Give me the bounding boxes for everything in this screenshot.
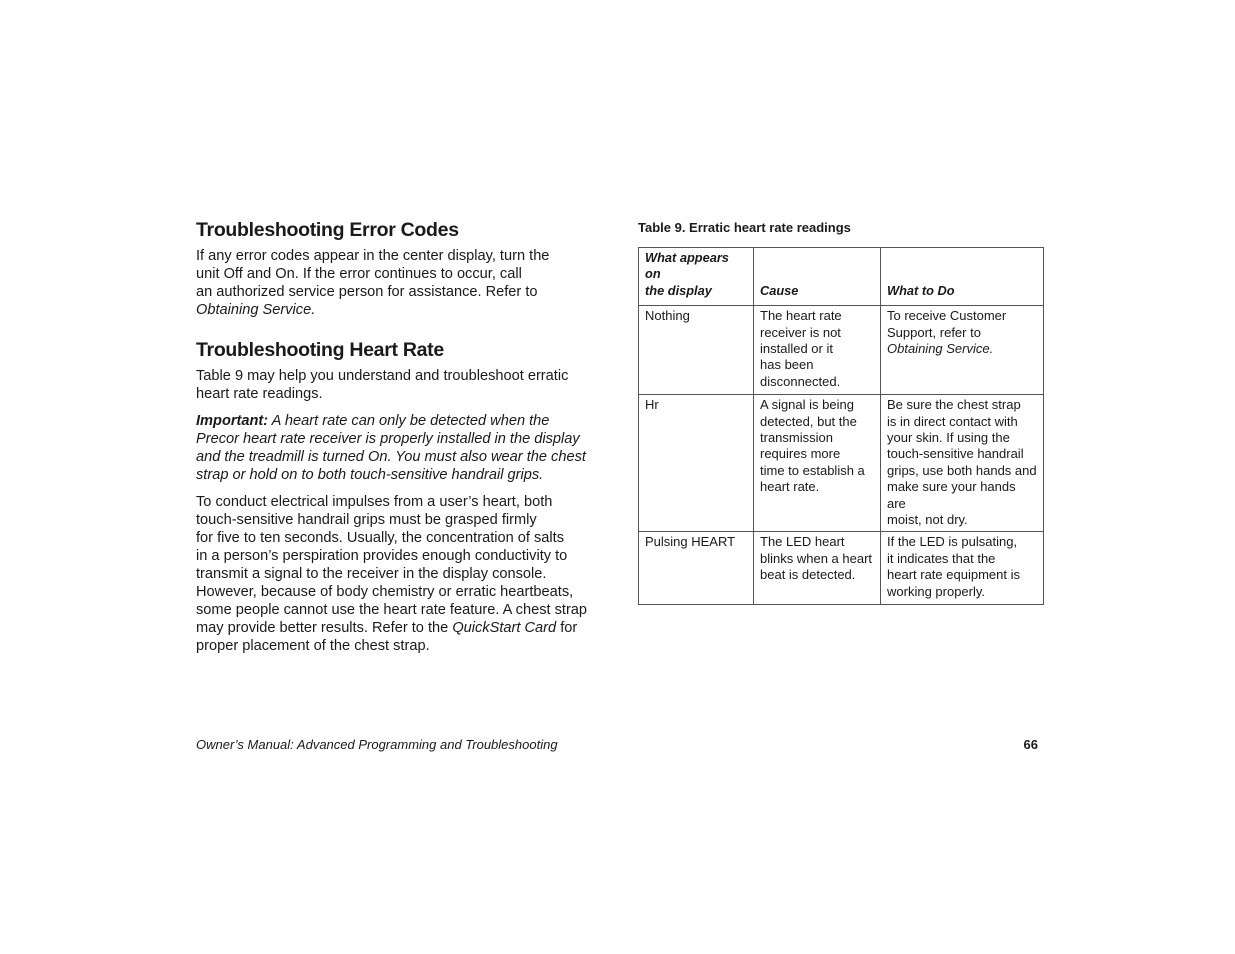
cell-display: Hr [639,395,754,532]
error-codes-paragraph [196,247,596,319]
footer-document-title: Owner’s Manual: Advanced Programming and Troubleshooting [196,737,558,752]
text-line: some people cannot use the heart rate feature. A chest strap [196,602,588,618]
text-line: To conduct electrical impulses from a user’s heart, both [196,494,553,510]
text-line: touch-sensitive handrail grips must be grasped firmly [196,512,537,528]
cell-what-to-do [881,306,1044,395]
cell-line: installed or it [760,341,833,357]
header-what-to-do: What to Do [881,248,1044,306]
cell-line: Support, refer to [887,324,981,340]
heart-rate-intro-paragraph [196,367,596,403]
cell-line: detected, but the [760,413,857,429]
cell-cause [754,532,881,605]
cell-line: time to establish a [760,462,865,478]
text-line: and the treadmill is turned On. You must also wear the chest [196,449,586,465]
text-fragment: . [311,302,316,318]
cell-cause [754,306,881,395]
obtaining-service-reference: Obtaining Service. [887,341,994,357]
cell-what-to-do [881,395,1044,532]
cell-line: The LED heart [760,534,845,550]
cell-line: beat is detected. [760,567,856,583]
text-fragment: may provide better results. Refer to the [196,620,453,636]
cell-line: heart rate. [760,479,820,495]
text-line: A heart rate can only be detected when the [268,413,550,429]
text-line: heart rate readings. [196,386,323,402]
important-note [196,412,596,484]
text-line: Precor heart rate receiver is properly installed in the display [196,431,580,447]
text-line: for five to ten seconds. Usually, the concentration of salts [196,530,565,546]
text-line: in a person’s perspiration provides enough conductivity to [196,548,568,564]
section-title-heart-rate: Troubleshooting Heart Rate [196,339,444,361]
text-line: proper placement of the chest strap. [196,638,430,654]
cell-line: moist, not dry. [887,512,968,528]
table-row [639,532,1044,605]
cell-line: working properly. [887,583,986,599]
cell-line: The heart rate [760,308,842,324]
heart-rate-body-paragraph [196,493,596,655]
text-line: an authorized service person for assistance. Refer to [196,284,538,300]
cell-line: touch-sensitive handrail [887,446,1024,462]
text-line: strap or hold on to both touch-sensitive handrail grips. [196,467,544,483]
cell-line: blinks when a heart [760,550,873,566]
cell-line: is in direct contact with [887,413,1018,429]
cell-line: transmission [760,430,833,446]
page-number: 66 [1023,737,1038,752]
left-column [196,218,596,655]
cell-line: requires more [760,446,841,462]
right-column [638,220,1043,605]
cell-what-to-do [881,532,1044,605]
cell-line: Be sure the chest strap [887,397,1021,413]
text-line: If any error codes appear in the center display, turn the [196,248,550,264]
cell-line: disconnected. [760,373,841,389]
cell-line: your skin. If using the [887,430,1010,446]
text-line: unit Off and On. If the error continues to occur, call [196,266,522,282]
cell-line: If the LED is pulsating, [887,534,1018,550]
cell-line: A signal is being [760,397,854,413]
header-line: the display [645,282,712,298]
cell-display: Nothing [639,306,754,395]
cell-line: has been [760,357,814,373]
text-line: Table 9 may help you understand and troubleshoot erratic [196,368,569,384]
cell-line: heart rate equipment is [887,567,1020,583]
table-caption: Table 9. Erratic heart rate readings [638,220,851,235]
cell-line: make sure your hands are [887,479,1016,511]
cell-line: it indicates that the [887,550,996,566]
table-header-row [639,248,1044,306]
text-line: transmit a signal to the receiver in the display console. [196,566,547,582]
important-label: Important: [196,413,269,429]
text-fragment: for [556,620,578,636]
table-row [639,306,1044,395]
text-line: However, because of body chemistry or erratic heartbeats, [196,584,574,600]
header-cause: Cause [754,248,881,306]
cell-line: receiver is not [760,324,841,340]
header-line: What appears on [645,250,729,282]
section-title-error-codes: Troubleshooting Error Codes [196,219,459,241]
header-display [639,248,754,306]
erratic-heart-rate-table [638,247,1044,605]
cell-line: To receive Customer [887,308,1007,324]
cell-line: grips, use both hands and [887,462,1037,478]
cell-display: Pulsing HEART [639,532,754,605]
quickstart-card-reference: QuickStart Card [452,620,557,636]
cell-cause [754,395,881,532]
table-row [639,395,1044,532]
obtaining-service-reference: Obtaining Service [196,302,312,318]
